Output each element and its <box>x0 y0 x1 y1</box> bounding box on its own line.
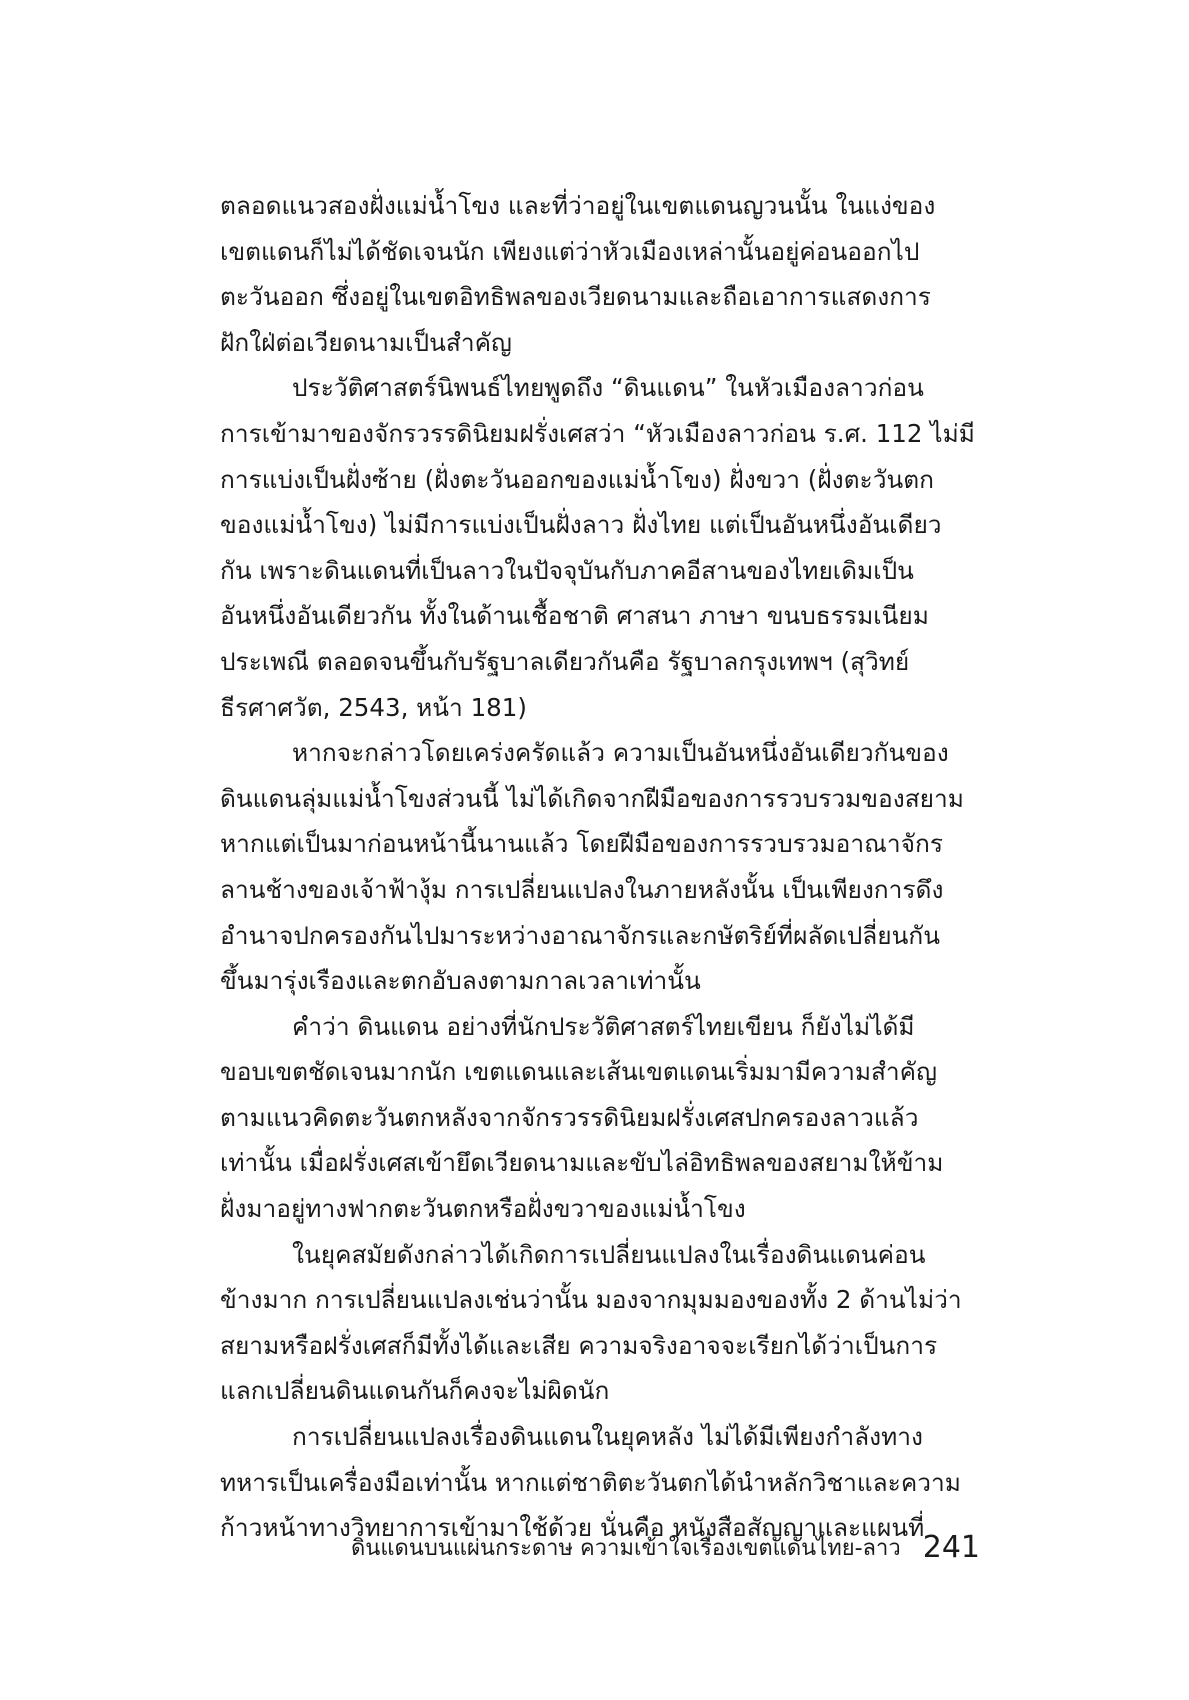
text-line: กัน เพราะดินแดนที่เป็นลาวในปัจจุบันกับภาคอีสานของไทยเดิมเป็น <box>220 555 914 585</box>
text-line: สยามหรือฝรั่งเศสก็มีทั้งได้และเสีย ความจริงอาจจะเรียกได้ว่าเป็นการ <box>220 1330 938 1360</box>
text-line: หากแต่เป็นมาก่อนหน้านี้นานแล้ว โดยฝีมือของการรวบรวมอาณาจักร <box>220 829 943 859</box>
text-line: ตลอดแนวสองฝั่งแม่น้ำโขง และที่ว่าอยู่ในเขตแดนญวนนั้น ในแง่ของ <box>220 191 936 220</box>
text-line: ขึ้นมารุ่งเรืองและตกอับลงตามกาลเวลาเท่านั้น <box>220 966 701 996</box>
text-line: ขอบเขตชัดเจนมากนัก เขตแดนและเส้นเขตแดนเริ่มมามีความสำคัญ <box>220 1057 937 1087</box>
text-line: ประเพณี ตลอดจนขึ้นกับรัฐบาลเดียวกันคือ รัฐบาลกรุงเทพฯ (สุวิทย์ <box>220 646 910 676</box>
text-line: ดินแดนลุ่มแม่น้ำโขงส่วนนี้ ไม่ได้เกิดจากฝีมือของการรวบรวมของสยาม <box>220 783 964 813</box>
text-line: การแบ่งเป็นฝั่งซ้าย (ฝั่งตะวันออกของแม่น้ำโขง) ฝั่งขวา (ฝั่งตะวันตก <box>220 464 934 494</box>
text-line: ตามแนวคิดตะวันตกหลังจากจักรวรรดินิยมฝรั่งเศสปกครองลาวแล้ว <box>220 1102 919 1132</box>
text-line: การเปลี่ยนแปลงเรื่องดินแดนในยุคหลัง ไม่ได้มีเพียงกำลังทาง <box>292 1422 923 1452</box>
text-line: ธีรศาศวัต, 2543, หน้า 181) <box>220 692 527 722</box>
text-line: แลกเปลี่ยนดินแดนกันก็คงจะไม่ผิดนัก <box>220 1376 610 1406</box>
text-line: ฝั่งมาอยู่ทางฟากตะวันตกหรือฝั่งขวาของแม่น้ำโขง <box>220 1194 746 1224</box>
text-line: ฝักใฝ่ต่อเวียดนามเป็นสำคัญ <box>220 327 512 357</box>
text-line: ตะวันออก ซึ่งอยู่ในเขตอิทธิพลของเวียดนามและถือเอาการแสดงการ <box>220 282 931 312</box>
text-line: ประวัติศาสตร์นิพนธ์ไทยพูดถึง “ดินแดน” ในหัวเมืองลาวก่อน <box>292 373 924 403</box>
text-line: ข้างมาก การเปลี่ยนแปลงเช่นว่านั้น มองจากมุมมองของทั้ง 2 ด้านไม่ว่า <box>220 1285 962 1315</box>
text-line: อำนาจปกครองกันไปมาระหว่างอาณาจักรและกษัตริย์ที่ผลัดเปลี่ยนกัน <box>220 920 940 950</box>
text-line: หากจะกล่าวโดยเคร่งครัดแล้ว ความเป็นอันหนึ่งอันเดียวกันของ <box>292 738 949 768</box>
text-line: ในยุคสมัยดังกล่าวได้เกิดการเปลี่ยนแปลงในเรื่องดินแดนค่อน <box>292 1239 926 1269</box>
page-footer <box>351 1525 980 1569</box>
text-line: คำว่า ดินแดน อย่างที่นักประวัติศาสตร์ไทยเขียน ก็ยังไม่ได้มี <box>292 1011 915 1041</box>
text-line: ลานช้างของเจ้าฟ้างุ้ม การเปลี่ยนแปลงในภายหลังนั้น เป็นเพียงการดึง <box>220 874 944 904</box>
text-line: ของแม่น้ำโขง) ไม่มีการแบ่งเป็นฝั่งลาว ฝั่งไทย แต่เป็นอันหนึ่งอันเดียว <box>220 510 942 540</box>
text-line: ทหารเป็นเครื่องมือเท่านั้น หากแต่ชาติตะวันตกได้นำหลักวิชาและความ <box>220 1467 961 1497</box>
page-number: 241 <box>922 1529 980 1565</box>
text-line: ก้าวหน้าทางวิทยาการเข้ามาใช้ด้วย นั่นคือ หนังสือสัญญาและแผนที่ <box>220 1513 925 1543</box>
text-line: อันหนึ่งอันเดียวกัน ทั้งในด้านเชื้อชาติ ศาสนา ภาษา ขนบธรรมเนียม <box>220 601 929 631</box>
text-line: การเข้ามาของจักรวรรดินิยมฝรั่งเศสว่า “หัวเมืองลาวก่อน ร.ศ. 112 ไม่มี <box>220 418 975 448</box>
text-line: เขตแดนก็ไม่ได้ชัดเจนนัก เพียงแต่ว่าหัวเมืองเหล่านั้นอยู่ค่อนออกไป <box>220 236 920 266</box>
running-title: ดินแดนบนแผ่นกระดาษ ความเข้าใจเรื่องเขตแดนไทย-ลาว <box>351 1535 901 1561</box>
text-line: เท่านั้น เมื่อฝรั่งเศสเข้ายึดเวียดนามและขับไล่อิทธิพลของสยามให้ข้าม <box>220 1148 944 1178</box>
body-text <box>220 183 988 1551</box>
